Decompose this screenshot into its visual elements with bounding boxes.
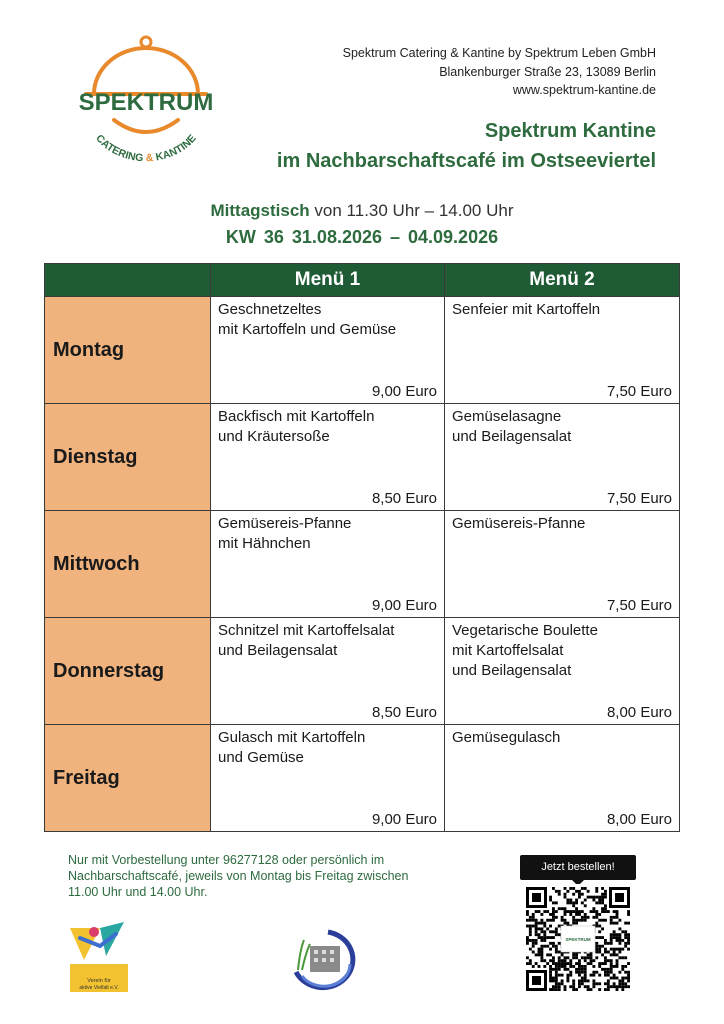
company-street: Blankenburger Straße 23, 13089 Berlin	[439, 64, 656, 79]
menu-2-cell	[445, 297, 680, 404]
company-address	[343, 44, 656, 100]
dish-name: Gemüselasagne und Beilagensalat	[452, 408, 572, 445]
header-empty	[45, 264, 211, 297]
svg-text:SPEKTRUM: SPEKTRUM	[78, 89, 214, 116]
dish-price: 8,50 Euro	[371, 490, 437, 507]
dish-price: 9,00 Euro	[371, 383, 437, 400]
table-row	[45, 725, 680, 832]
menu-1-cell	[211, 618, 445, 725]
hours-text: von 11.30 Uhr – 14.00 Uhr	[309, 201, 514, 220]
title-line-2: im Nachbarschaftscafé im Ostseeviertel	[276, 150, 656, 172]
day-label: Donnerstag	[45, 618, 211, 725]
day-label: Dienstag	[45, 404, 211, 511]
qr-code[interactable]	[523, 884, 633, 994]
preorder-note: Nur mit Vorbestellung unter 96277128 oder persönlich im Nachbarschaftscafé, jeweils von Montag bis Freitag zwischen 11.00 Uhr und 14.00 Uhr.	[68, 853, 409, 899]
dish-name: Gemüsereis-Pfanne	[452, 515, 586, 532]
svg-text:Verein für: Verein für	[87, 978, 111, 984]
menu-1-cell	[211, 725, 445, 832]
day-label: Freitag	[45, 725, 211, 832]
day-label: Montag	[45, 297, 211, 404]
dish-price: 7,50 Euro	[606, 597, 672, 614]
dish-price: 8,00 Euro	[606, 811, 672, 828]
header-menu-1: Menü 1	[211, 264, 445, 297]
dish-price: 7,50 Euro	[606, 383, 672, 400]
dish-name: Geschnetzeltes mit Kartoffeln und Gemüse	[218, 301, 397, 338]
nachbarschaftscafe-logo	[284, 926, 360, 992]
table-header-row	[45, 264, 680, 297]
day-label: Mittwoch	[45, 511, 211, 618]
dish-name: Gemüsereis-Pfanne mit Hähnchen	[218, 515, 352, 552]
order-now-badge: Jetzt bestellen!	[520, 855, 636, 880]
dish-price: 9,00 Euro	[371, 597, 437, 614]
dish-name: Gulasch mit Kartoffeln und Gemüse	[218, 729, 366, 766]
svg-text:SPEKTRUM: SPEKTRUM	[565, 937, 591, 942]
week-range	[0, 227, 724, 248]
dish-price: 8,50 Euro	[371, 704, 437, 721]
dish-price: 8,00 Euro	[606, 704, 672, 721]
lunch-hours	[0, 201, 724, 221]
menu-2-cell	[445, 404, 680, 511]
table-row	[45, 404, 680, 511]
menu-2-cell	[445, 511, 680, 618]
title-line-1: Spektrum Kantine	[484, 120, 656, 142]
dish-name: Vegetarische Boulette mit Kartoffelsalat und Beilagensalat	[452, 622, 598, 679]
dish-name: Backfisch mit Kartoffeln und Kräutersoße	[218, 408, 375, 445]
dish-name: Schnitzel mit Kartoffelsalat und Beilagensalat	[218, 622, 395, 659]
menu-table	[44, 263, 680, 832]
company-website[interactable]: www.spektrum-kantine.de	[512, 83, 656, 97]
header-menu-2: Menü 2	[445, 264, 680, 297]
date-range: 31.08.2026 – 04.09.2026	[291, 227, 499, 247]
menu-1-cell	[211, 297, 445, 404]
company-name: Spektrum Catering & Kantine by Spektrum Leben GmbH	[342, 46, 656, 60]
svg-text:CATERING & KANTINE: CATERING & KANTINE	[93, 132, 199, 165]
table-row	[45, 297, 680, 404]
dish-price: 9,00 Euro	[371, 811, 437, 828]
menu-2-cell	[445, 725, 680, 832]
dish-price: 7,50 Euro	[606, 490, 672, 507]
spektrum-logo	[58, 28, 233, 178]
menu-1-cell	[211, 404, 445, 511]
table-row	[45, 618, 680, 725]
hours-label: Mittagstisch	[210, 201, 310, 220]
dish-name: Gemüsegulasch	[452, 729, 561, 746]
dish-name: Senfeier mit Kartoffeln	[452, 301, 601, 318]
menu-1-cell	[211, 511, 445, 618]
menu-2-cell	[445, 618, 680, 725]
table-row	[45, 511, 680, 618]
svg-text:aktive Vielfalt e.V.: aktive Vielfalt e.V.	[79, 985, 119, 991]
page-title	[277, 116, 656, 176]
verein-logo	[66, 920, 132, 994]
week-number: KW 36	[225, 227, 284, 247]
